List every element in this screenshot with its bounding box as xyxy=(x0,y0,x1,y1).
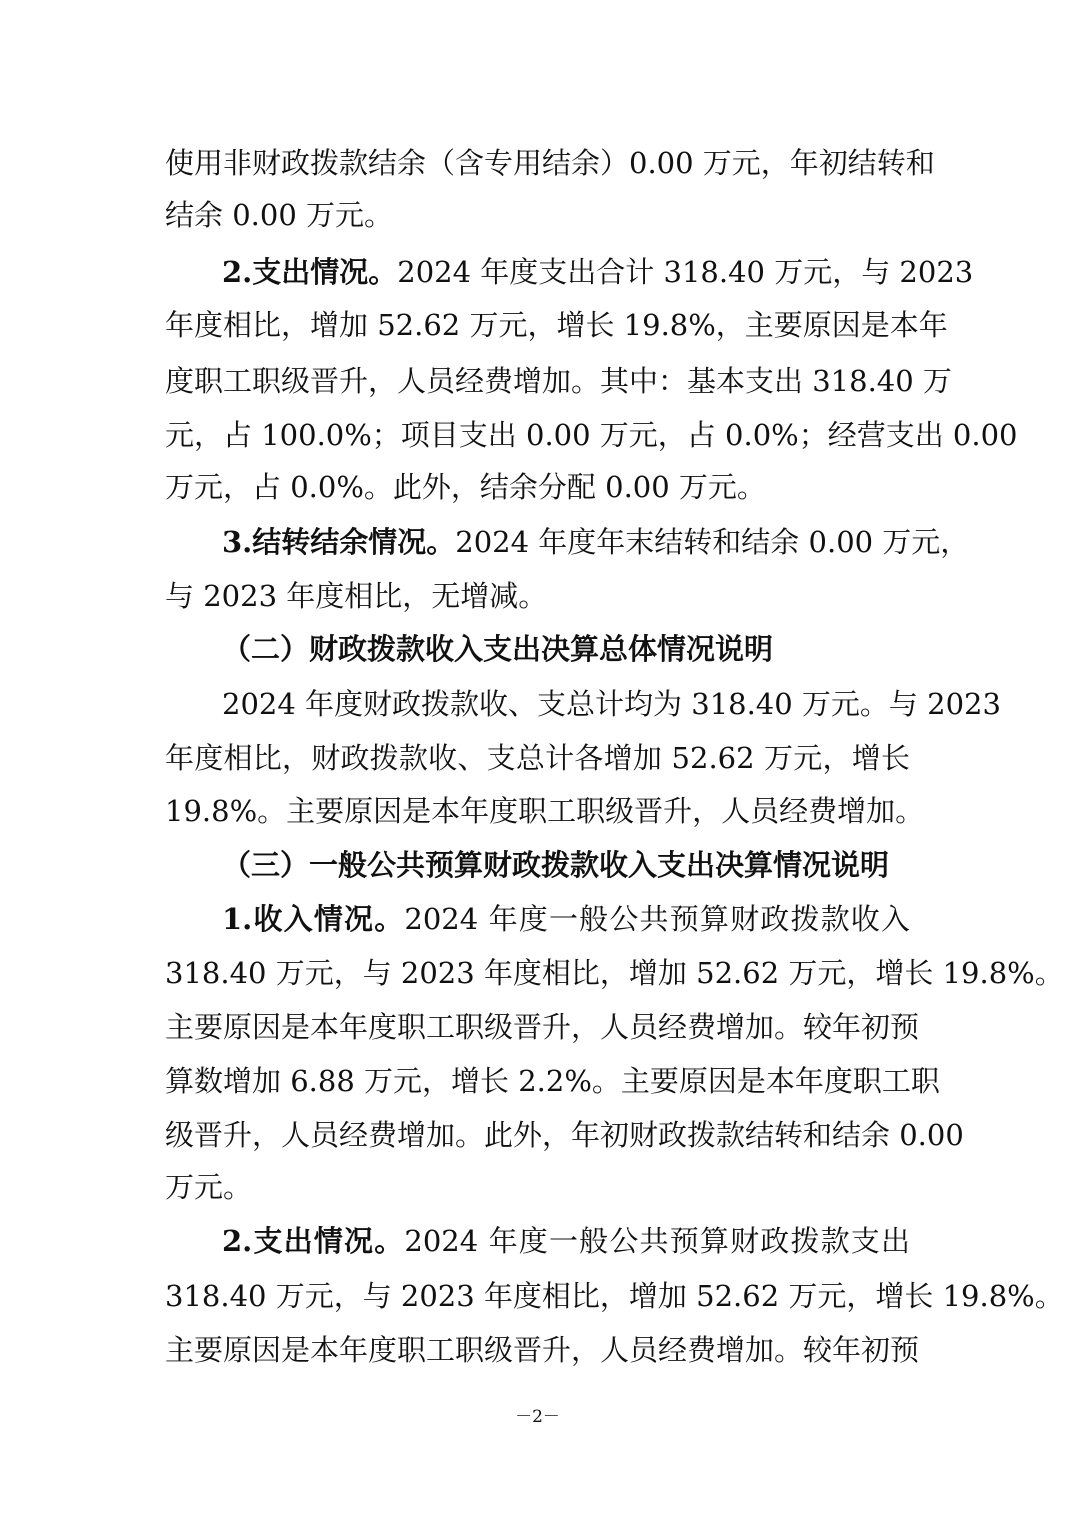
body-line: 结余 0.00 万元。 xyxy=(165,198,394,232)
body-line: 算数增加 6.88 万元，增长 2.2%。主要原因是本年度职工职 xyxy=(165,1064,940,1098)
body-line: 19.8%。主要原因是本年度职工职级晋升，人员经费增加。 xyxy=(165,794,925,828)
section-heading: （三）一般公共预算财政拨款收入支出决算情况说明 xyxy=(222,848,890,882)
paragraph-lead: 2.支出情况。 xyxy=(222,1224,405,1258)
paragraph-first-line: 2.支出情况。2024 年度支出合计 318.40 万元，与 2023 xyxy=(222,255,974,289)
paragraph-first-line: 2024 年度财政拨款收、支总计均为 318.40 万元。与 2023 xyxy=(222,687,1001,721)
paragraph-lead: 3.结转结余情况。 xyxy=(222,525,456,559)
body-line: 使用非财政拨款结余（含专用结余）0.00 万元，年初结转和 xyxy=(165,146,935,180)
body-line: 年度相比，财政拨款收、支总计各增加 52.62 万元，增长 xyxy=(165,741,910,775)
body-line: 级晋升，人员经费增加。此外，年初财政拨款结转和结余 0.00 xyxy=(165,1118,964,1152)
section-heading: （二）财政拨款收入支出决算总体情况说明 xyxy=(222,632,774,666)
body-line: 万元。 xyxy=(165,1170,253,1204)
body-line: 万元，占 0.0%。此外，结余分配 0.00 万元。 xyxy=(165,470,766,504)
paragraph-lead: 1.收入情况。 xyxy=(222,902,405,936)
body-line: 与 2023 年度相比，无增减。 xyxy=(165,579,548,613)
paragraph-first-line: 2.支出情况。2024 年度一般公共预算财政拨款支出 xyxy=(222,1224,910,1258)
body-line: 年度相比，增加 52.62 万元，增长 19.8%，主要原因是本年 xyxy=(165,308,948,342)
body-line: 元，占 100.0%；项目支出 0.00 万元，占 0.0%；经营支出 0.00 xyxy=(165,418,1018,452)
body-line: 主要原因是本年度职工职级晋升，人员经费增加。较年初预 xyxy=(165,1333,920,1367)
body-line: 318.40 万元，与 2023 年度相比，增加 52.62 万元，增长 19.8%。 xyxy=(165,1279,1064,1313)
body-line: 318.40 万元，与 2023 年度相比，增加 52.62 万元，增长 19.8%。 xyxy=(165,956,1064,990)
body-line: 度职工职级晋升，人员经费增加。其中：基本支出 318.40 万 xyxy=(165,364,952,398)
paragraph-first-line: 3.结转结余情况。2024 年度年末结转和结余 0.00 万元， xyxy=(222,525,970,559)
body-line: 主要原因是本年度职工职级晋升，人员经费增加。较年初预 xyxy=(165,1010,920,1044)
paragraph-first-line: 1.收入情况。2024 年度一般公共预算财政拨款收入 xyxy=(222,902,910,936)
paragraph-lead: 2.支出情况。 xyxy=(222,255,398,289)
page-number: －2－ xyxy=(515,1407,560,1427)
